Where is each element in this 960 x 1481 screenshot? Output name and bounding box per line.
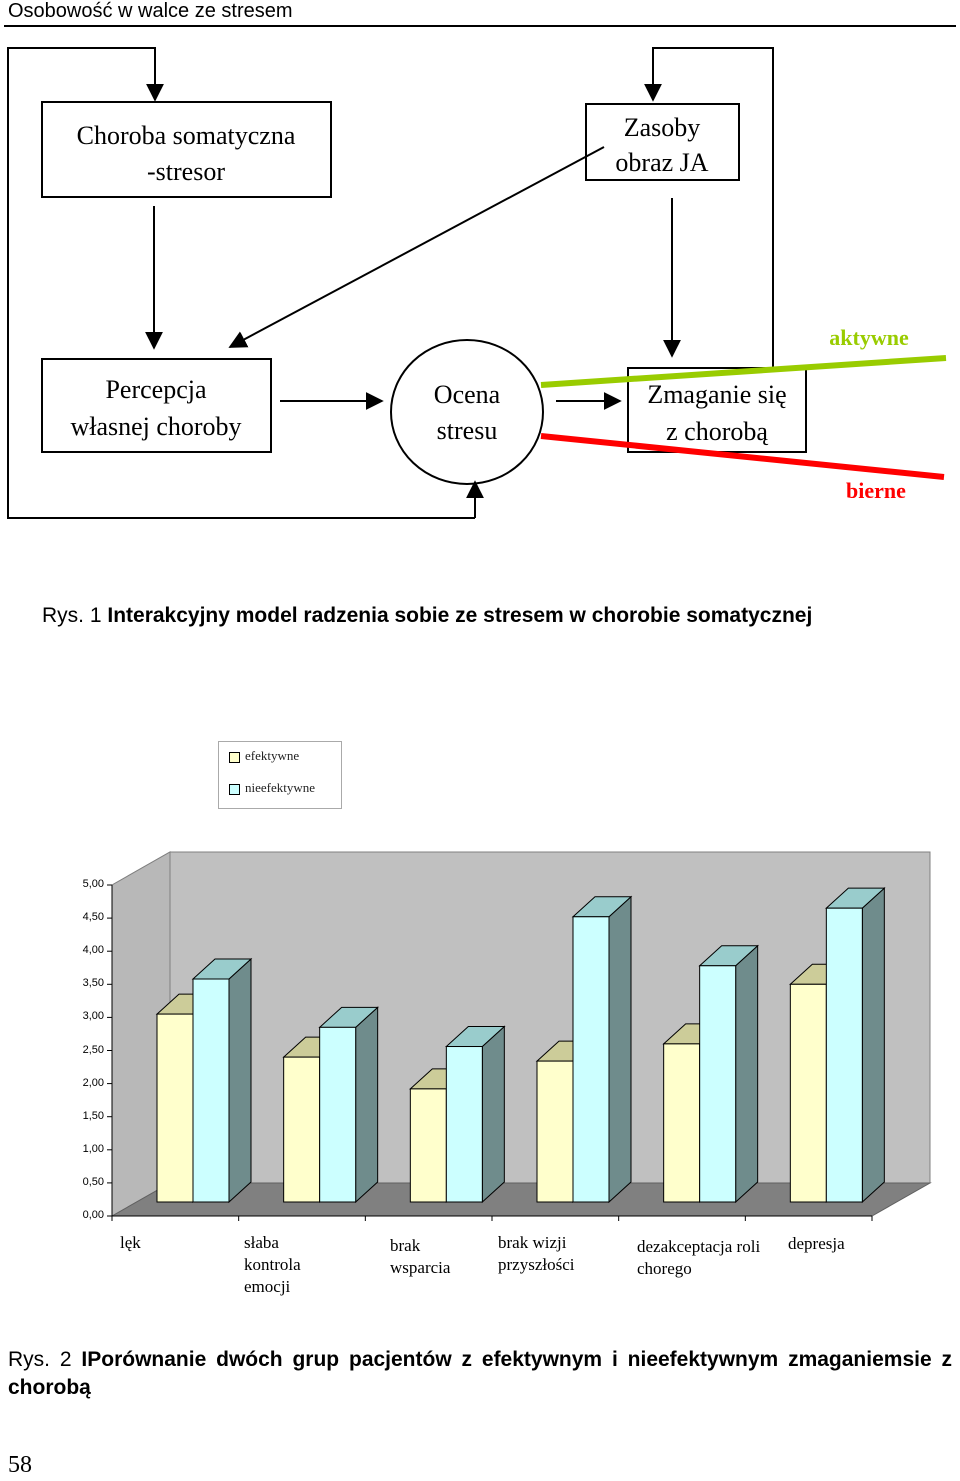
bar-nieefektywne-3-top	[573, 897, 631, 917]
y-tick-label: 2,50	[82, 1043, 104, 1056]
bar-efektywne-5	[790, 984, 826, 1202]
bar-nieefektywne-0-top	[193, 959, 251, 979]
bar-nieefektywne-4-side	[736, 946, 758, 1202]
stressor-label-line1: Choroba somatyczna	[76, 121, 296, 150]
legend-label-efektywne: efektywne	[245, 748, 300, 763]
bar-efektywne-2-side	[446, 1069, 468, 1202]
bar-nieefektywne-5-side	[862, 888, 884, 1202]
header-title: Osobowość w walce ze stresem	[8, 0, 293, 22]
coping-label-line2: z chorobą	[666, 417, 768, 446]
x-category-label-line: brak wizji	[498, 1233, 567, 1252]
caption1-prefix: Rys. 1	[42, 604, 108, 627]
x-category-label-line: depresja	[788, 1234, 845, 1253]
bar-efektywne-4	[664, 1044, 700, 1202]
bar-efektywne-3-top	[537, 1041, 595, 1061]
figure-1-caption	[42, 604, 812, 628]
x-category-label-line: słaba	[244, 1233, 279, 1252]
bar-nieefektywne-2-top	[446, 1027, 504, 1047]
bar-nieefektywne-5	[826, 908, 862, 1202]
x-category-label-line: emocji	[244, 1277, 291, 1296]
y-tick-label: 0,50	[82, 1175, 104, 1188]
bar-efektywne-1-side	[320, 1037, 342, 1202]
legend-label-nieefektywne: nieefektywne	[245, 780, 316, 795]
bar-nieefektywne-0	[193, 979, 229, 1202]
x-category-label	[637, 1236, 760, 1280]
coping-label-line1: Zmaganie się	[647, 380, 787, 409]
perception-label-line2: własnej choroby	[70, 412, 242, 441]
bar-efektywne-2-top	[410, 1069, 468, 1089]
bar-nieefektywne-4-top	[700, 946, 758, 966]
y-tick-label: 1,50	[82, 1109, 104, 1122]
appraisal-label-line1: Ocena	[433, 380, 501, 409]
bar-nieefektywne-2-side	[482, 1027, 504, 1202]
appraisal-label-line2: stresu	[436, 416, 498, 445]
bar-efektywne-5-top	[790, 964, 848, 984]
figure-2-caption	[8, 1346, 952, 1402]
bar-efektywne-3	[537, 1061, 573, 1202]
caption2-prefix: Rys. 2	[8, 1348, 82, 1371]
bar-nieefektywne-3	[573, 917, 609, 1202]
y-tick-label: 5,00	[82, 878, 104, 890]
x-category-label-line: przyszłości	[498, 1255, 575, 1274]
chart-side-wall	[112, 852, 170, 1216]
bar-efektywne-0-side	[193, 994, 215, 1202]
page-number: 58	[8, 1452, 32, 1478]
resources-label-line2: obraz JA	[615, 148, 709, 177]
bar-nieefektywne-3-side	[609, 897, 631, 1202]
bar-efektywne-1	[284, 1057, 320, 1202]
legend-swatch-nieefektywne	[229, 784, 240, 795]
bar-nieefektywne-2	[446, 1047, 482, 1202]
active-label: aktywne	[829, 325, 909, 350]
perception-label-line1: Percepcja	[105, 375, 207, 404]
y-tick-label: 4,50	[82, 911, 104, 924]
chart-back-wall	[112, 852, 930, 1216]
x-category-label-line: dezakceptacja roli	[637, 1237, 761, 1256]
bar-efektywne-3-side	[573, 1041, 595, 1202]
x-category-label-line: chorego	[637, 1259, 692, 1278]
x-category-label	[498, 1232, 574, 1276]
bar-nieefektywne-5-top	[826, 888, 884, 908]
y-tick-label: 2,00	[82, 1076, 104, 1089]
stress-model-diagram	[0, 0, 960, 600]
bar-nieefektywne-1-side	[356, 1007, 378, 1202]
bar-nieefektywne-4	[700, 966, 736, 1202]
bar-efektywne-2	[410, 1089, 446, 1202]
x-category-label	[390, 1235, 450, 1279]
bar-efektywne-5-side	[826, 964, 848, 1202]
legend-swatch-efektywne	[229, 752, 240, 763]
y-tick-label: 4,00	[82, 944, 104, 957]
x-category-label-line: lęk	[120, 1233, 141, 1252]
bar-efektywne-0-top	[157, 994, 215, 1014]
y-tick-label: 3,00	[82, 1010, 104, 1023]
resources-label-line1: Zasoby	[623, 113, 701, 142]
bar-nieefektywne-0-side	[229, 959, 251, 1202]
chart-legend	[218, 741, 342, 809]
chart-floor	[112, 1183, 930, 1216]
y-tick-label: 0,00	[82, 1209, 104, 1221]
bar-nieefektywne-1	[320, 1027, 356, 1202]
bar-efektywne-4-top	[664, 1024, 722, 1044]
caption1-text: Interakcyjny model radzenia sobie ze stresem w chorobie somatycznej	[107, 604, 813, 627]
y-tick-label: 3,50	[82, 977, 104, 990]
bar-efektywne-0	[157, 1014, 193, 1202]
caption2-text: IPorównanie dwóch grup pacjentów z efektywnym i nieefektywnym zmaganiemsie z chorobą	[8, 1348, 952, 1399]
appraisal-circle	[391, 340, 543, 484]
bar-efektywne-1-top	[284, 1037, 342, 1057]
bar-efektywne-4-side	[700, 1024, 722, 1202]
x-category-label	[244, 1232, 301, 1298]
y-tick-label: 1,00	[82, 1142, 104, 1155]
x-category-label-line: kontrola	[244, 1255, 301, 1274]
x-category-label	[120, 1232, 141, 1254]
x-category-label-line: wsparcia	[390, 1258, 451, 1277]
stressor-label-line2: -stresor	[147, 157, 225, 186]
x-category-label	[788, 1233, 845, 1255]
passive-label: bierne	[846, 478, 906, 503]
x-category-label-line: brak	[390, 1236, 421, 1255]
bar-nieefektywne-1-top	[320, 1007, 378, 1027]
